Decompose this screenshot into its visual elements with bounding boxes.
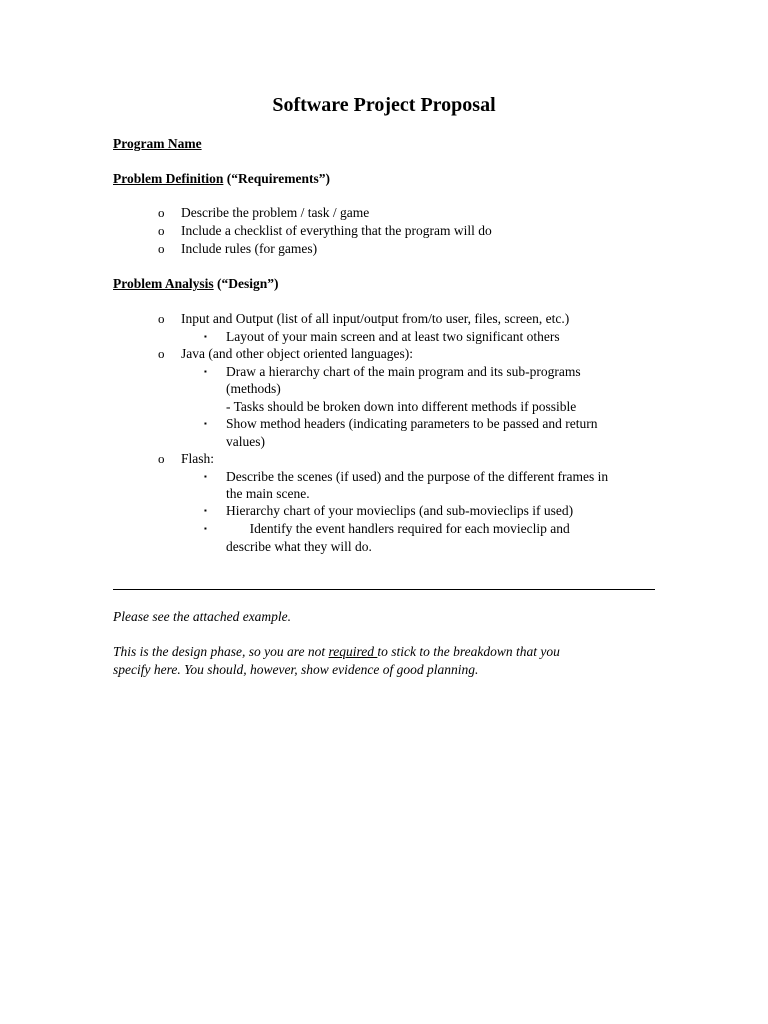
attached-example-note: Please see the attached example. bbox=[113, 609, 292, 624]
bullet-square: ▪ bbox=[204, 472, 207, 481]
bullet-o: o bbox=[158, 205, 165, 220]
requirement-item: Describe the problem / task / game bbox=[181, 205, 370, 220]
java-sub-item: Draw a hierarchy chart of the main program and its sub-programs bbox=[226, 364, 581, 379]
bullet-o: o bbox=[158, 223, 165, 238]
flash-item: Flash: bbox=[181, 451, 215, 466]
problem-analysis-heading bbox=[113, 275, 279, 292]
design-phase-note bbox=[113, 643, 560, 661]
design-note-text-end: to stick to the breakdown that you bbox=[377, 644, 560, 659]
requirement-item: Include rules (for games) bbox=[181, 241, 318, 256]
flash-sub-item: Hierarchy chart of your movieclips (and sub-movieclips if used) bbox=[226, 503, 574, 518]
java-sub-item-cont: (methods) bbox=[226, 381, 281, 396]
divider-line bbox=[113, 589, 655, 590]
bullet-square: ▪ bbox=[204, 419, 207, 428]
java-sub-item-note: - Tasks should be broken down into different methods if possible bbox=[226, 399, 577, 414]
bullet-square: ▪ bbox=[204, 367, 207, 376]
design-note-text: This is the design phase, so you are not bbox=[113, 644, 329, 659]
problem-definition-suffix: (“Requirements”) bbox=[223, 171, 330, 186]
bullet-o: o bbox=[158, 241, 165, 256]
design-note-required: required bbox=[328, 644, 378, 659]
bullet-o: o bbox=[158, 311, 165, 326]
java-item: Java (and other object oriented languages): bbox=[181, 346, 414, 361]
io-item: Input and Output (list of all input/output from/to user, files, screen, etc.) bbox=[181, 311, 570, 326]
page-title: Software Project Proposal bbox=[272, 94, 496, 116]
bullet-o: o bbox=[158, 346, 165, 361]
bullet-square: ▪ bbox=[204, 524, 207, 533]
flash-sub-item: Describe the scenes (if used) and the purpose of the different frames in bbox=[226, 469, 609, 484]
requirement-item: Include a checklist of everything that the program will do bbox=[181, 223, 492, 238]
design-phase-note-line2: specify here. You should, however, show evidence of good planning. bbox=[113, 662, 479, 677]
io-sub-item: Layout of your main screen and at least two significant others bbox=[226, 329, 560, 344]
flash-sub-item-cont: the main scene. bbox=[226, 486, 310, 501]
bullet-square: ▪ bbox=[204, 332, 207, 341]
program-name-label: Program Name bbox=[113, 136, 202, 151]
flash-sub-item-cont: describe what they will do. bbox=[226, 539, 372, 554]
problem-analysis-suffix: (“Design”) bbox=[213, 276, 279, 291]
java-sub-item-cont: values) bbox=[226, 434, 265, 449]
flash-sub-item: Identify the event handlers required for each movieclip and bbox=[226, 521, 570, 536]
problem-definition-label: Problem Definition bbox=[113, 171, 224, 186]
problem-definition-heading bbox=[113, 170, 330, 187]
java-sub-item: Show method headers (indicating parameters to be passed and return bbox=[226, 416, 598, 431]
program-name-heading bbox=[113, 135, 202, 152]
bullet-square: ▪ bbox=[204, 506, 207, 515]
problem-analysis-label: Problem Analysis bbox=[113, 276, 214, 291]
bullet-o: o bbox=[158, 451, 165, 466]
